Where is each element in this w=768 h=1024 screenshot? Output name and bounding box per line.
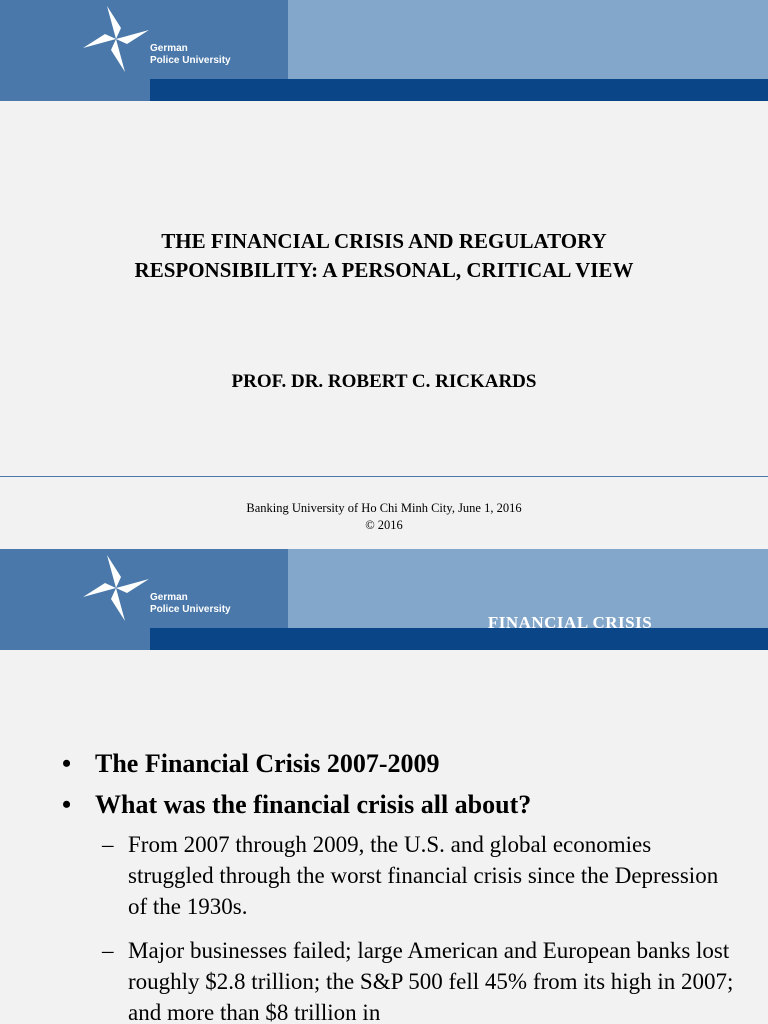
dash-mark: – bbox=[102, 938, 114, 963]
bullet-mark: • bbox=[62, 749, 72, 778]
logo-line-1: German bbox=[150, 592, 188, 603]
dash-mark: – bbox=[102, 832, 114, 857]
logo-line-2: Police University bbox=[150, 55, 231, 66]
presentation-title bbox=[0, 227, 768, 285]
slide-footer bbox=[0, 500, 768, 534]
bullet-text: What was the financial crisis all about? bbox=[95, 790, 532, 819]
divider-line bbox=[0, 476, 768, 477]
sub-point-text: Major businesses failed; large American and European banks lost roughly $2.8 trillion; the S&P 500 fell 45% from its high in 2007; and more than $8 trillion in bbox=[128, 938, 734, 1024]
logo-line-1: German bbox=[150, 43, 188, 54]
star-logo-icon bbox=[80, 3, 152, 75]
bullet-text: The Financial Crisis 2007-2009 bbox=[95, 749, 440, 778]
header-bar bbox=[150, 79, 768, 101]
content-slide bbox=[0, 549, 768, 1024]
title-line-1: THE FINANCIAL CRISIS AND REGULATORY bbox=[161, 229, 607, 253]
footer-copyright: © 2016 bbox=[365, 518, 403, 532]
sub-point bbox=[62, 829, 742, 922]
star-logo-icon bbox=[80, 552, 152, 624]
logo-line-2: Police University bbox=[150, 604, 231, 615]
slide-header bbox=[0, 549, 768, 650]
bullet-mark: • bbox=[62, 790, 72, 819]
sub-point-text: From 2007 through 2009, the U.S. and global economies struggled through the worst financial crisis since the Depression of the 1930s. bbox=[128, 832, 719, 919]
slide-title: FINANCIAL CRISIS bbox=[487, 613, 653, 632]
footer-venue-date: Banking University of Ho Chi Minh City, June 1, 2016 bbox=[246, 501, 522, 515]
slide-body bbox=[62, 747, 742, 1024]
slide-header bbox=[0, 0, 768, 101]
university-logo-text bbox=[150, 43, 231, 67]
bullet-item bbox=[62, 788, 742, 822]
title-line-2: RESPONSIBILITY: A PERSONAL, CRITICAL VIEW bbox=[134, 258, 634, 282]
sub-point bbox=[62, 935, 742, 1024]
header-right-panel bbox=[288, 0, 768, 79]
bullet-item bbox=[62, 747, 742, 781]
author-name: PROF. DR. ROBERT C. RICKARDS bbox=[231, 371, 537, 392]
university-logo-text bbox=[150, 592, 231, 616]
